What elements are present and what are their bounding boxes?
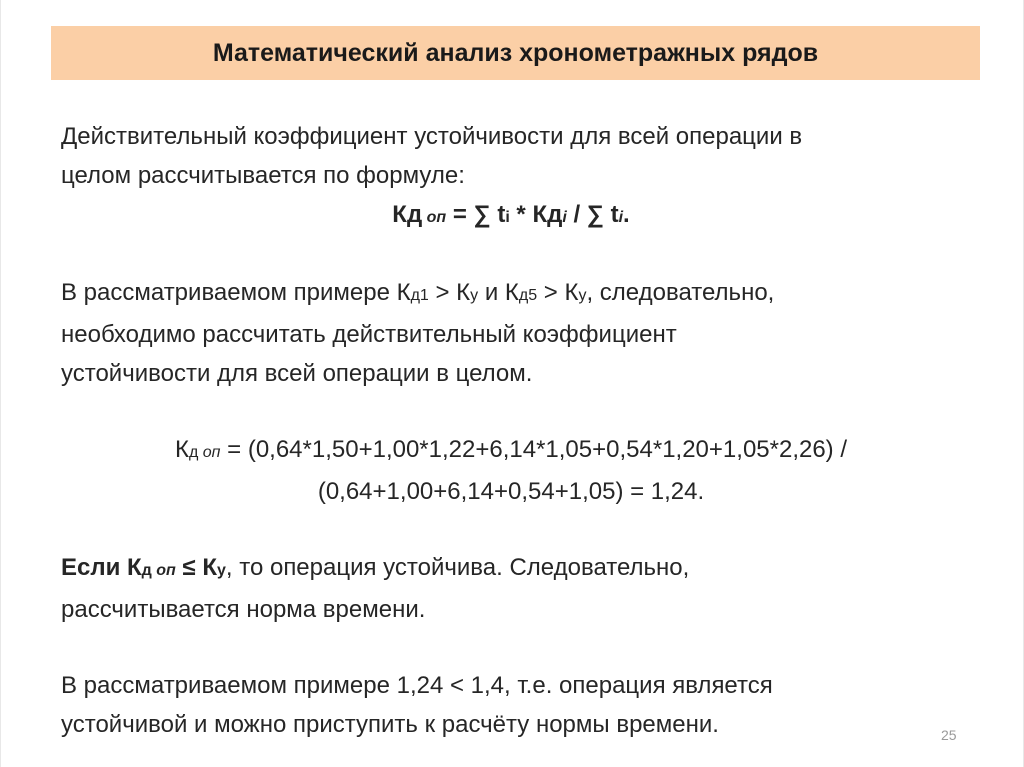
page-number: 25 [941,727,957,743]
p2-sub-y: у [470,287,479,304]
p2-sub-d1: д1 [410,287,429,304]
formula-div-sum: / ∑ t [566,201,619,228]
p3-rest: , то операция устойчива. Следовательно, [225,554,690,581]
p2-text-4: > К [537,279,579,306]
p3-sub-op: оп [151,562,176,579]
paragraph-2-line-1 [61,273,961,315]
spacer [61,237,961,273]
p2-text-5: , следовательно, [586,279,775,306]
slide-title: Математический анализ хронометражных рядов [212,38,819,67]
p3-bold-mid: ≤ К [175,554,217,581]
formula-k: Кд [392,201,423,228]
p3-sub-y: у [216,562,226,579]
formula-sub-i-3: i [618,209,624,226]
paragraph-3-line-2: рассчитывается норма времени. [61,596,426,623]
paragraph-3-line-1 [61,548,961,590]
p2-text-2: > К [428,279,471,306]
paragraph-2-line-2: необходимо рассчитать действительный коэффициент [61,321,677,348]
title-bar [51,26,980,80]
spacer [61,511,961,548]
calculation-line-2: (0,64+1,00+6,14+0,54+1,05) = 1,24. [317,478,705,505]
paragraph-1-line-2: целом рассчитывается по формуле: [61,162,465,189]
paragraph-1-line-1: Действительный коэффициент устойчивости для всей операции в [61,123,803,150]
p3-bold-start: Если К [61,554,142,581]
p2-text-1: В рассматриваемом примере К [61,279,411,306]
paragraph-4-line-2: устойчивой и можно приступить к расчёту нормы времени. [61,711,719,738]
paragraph-4-line-1: В рассматриваемом примере 1,24 < 1,4, т.е. операция является [61,672,773,699]
formula-sub-i: i [505,209,510,226]
p2-sub-y-2: у [578,287,587,304]
p2-sub-d5: д5 [518,287,538,304]
slide-body [61,117,961,744]
paragraph-2-line-3: устойчивости для всей операции в целом. [61,360,533,387]
calc-sub-d: д [188,444,199,461]
p2-text-3: и К [478,279,519,306]
p3-sub-d: д [141,562,152,579]
spacer [61,629,961,666]
calc-numerator: = (0,64*1,50+1,00*1,22+6,14*1,05+0,54*1,20+1,05*2,26) / [220,436,848,463]
formula-sub-i-2: i [562,209,567,226]
calculation-line-1 [61,430,961,472]
calc-sub-op: оп [198,444,221,461]
calc-k: К [174,436,189,463]
formula-eq-sum: = ∑ t [446,201,506,228]
formula-sub-op: оп [422,209,447,226]
stability-formula [61,195,961,237]
spacer [61,393,961,430]
formula-times-k: * Кд [509,201,563,228]
formula-end: . [623,201,630,228]
slide-left-edge [0,0,1,767]
